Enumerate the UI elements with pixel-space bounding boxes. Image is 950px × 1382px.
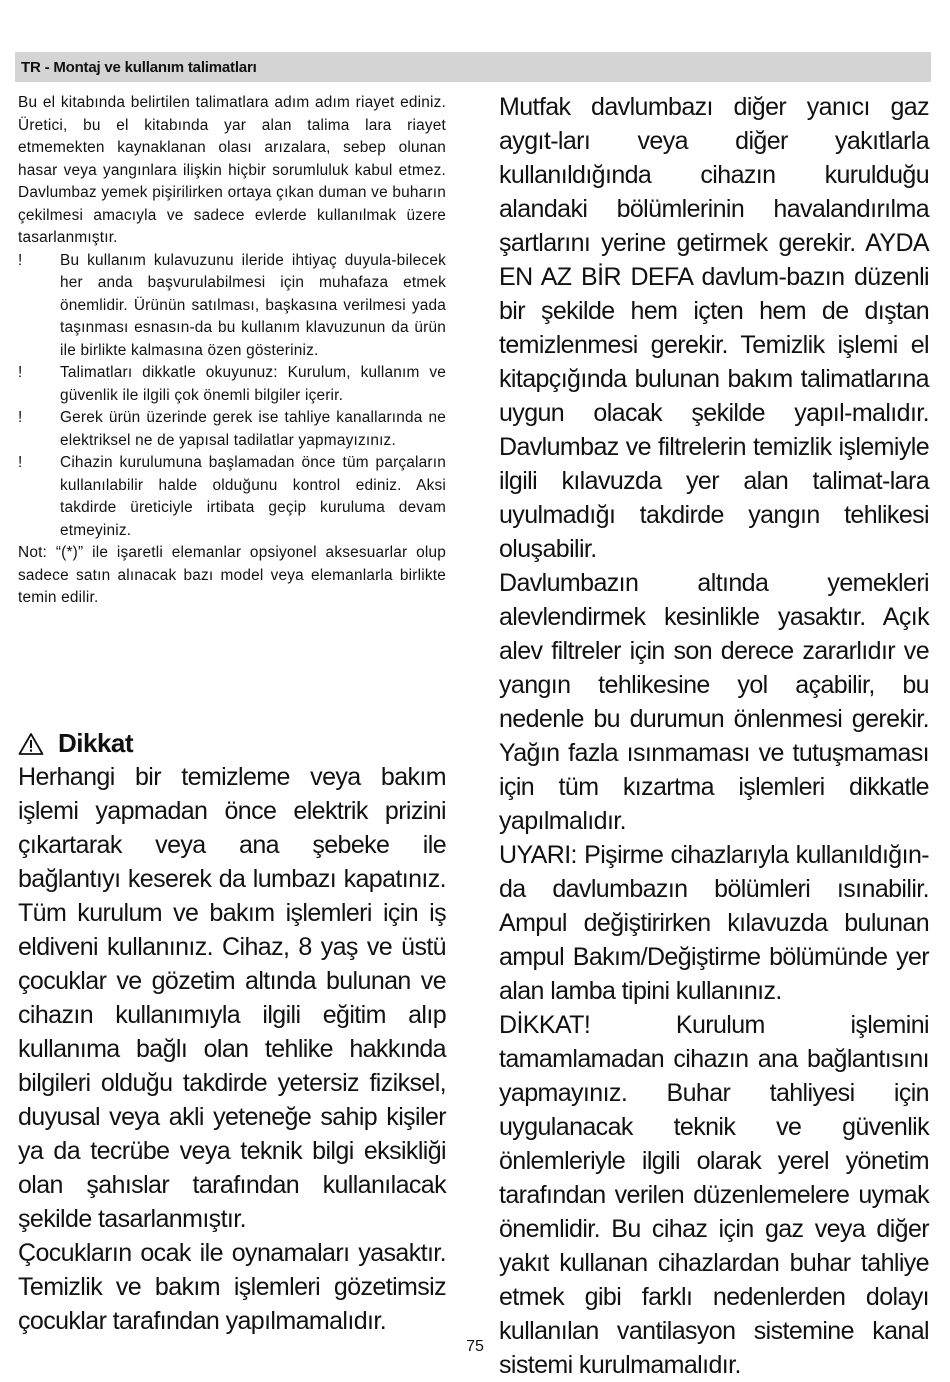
warning-body [18, 760, 446, 1338]
right-paragraph: Davlumbazın altında yemekleri alevlendirmek kesinlikle yasaktır. Açık alev filtreler için son derece zararlıdır ve yangın tehlikesine yol açabilir, bu nedenle bu durumun önlenmesi gerekir. Yağın fazla ısınmaması ve tutuşmaması için tüm kızartma işlemleri dikkatle yapılmalıdır. [499, 569, 929, 835]
page-number: 75 [466, 1338, 484, 1355]
warning-heading [18, 728, 133, 759]
left-column [18, 92, 446, 610]
warning-paragraph: Herhangi bir temizleme veya bakım işlemi yapmadan önce elektrik prizini çıkartarak veya ana şebeke ile bağlantıyı keserek da lumbazı kapatınız. Tüm kurulum ve bakım işlemleri için iş eldiveni kullanınız. Cihaz, 8 yaş ve üstü çocuklar ve gözetim altında bulunan ve cihazın kullanımıyla ilgili eğitim alıp kullanıma bağlı olan tehlike hakkında bilgileri olduğu takdirde yetersiz fiziksel, duyusal veya akli yeteneğe sahip kişiler ya da tecrübe veya teknik bilgi eksikliği olan şahıslar tarafından kullanılacak şekilde tasarlanmıştır. [18, 763, 446, 1233]
warning-title: Dikkat [58, 728, 134, 758]
right-paragraph: Mutfak davlumbazı diğer yanıcı gaz aygıt-ları veya diğer yakıtlarla kullanıldığında cihazın kurulduğu alandaki bölümlerinin havalandırılma şartlarını yerine getirmek gerekir. AYDA EN AZ BİR DEFA davlum-bazın düzenli bir şekilde hem içten hem de dıştan temizlenmesi gerekir. Temizlik işlemi el kitapçığında bulunan bakım talimatlarına uygun olacak şekilde yapıl-malıdır. Davlumbaz ve filtrelerin temizlik işlemiyle ilgili kılavuzda yer alan talimat-lara uyulmadığı takdirde yangın tehlikesi oluşabilir. [499, 93, 929, 563]
note-item [18, 452, 446, 542]
note-text: Cihazin kurulumuna başlamadan önce tüm parçaların kullanılabilir halde olduğunu kontrol ediniz. Aksi takdirde üreticiyle irtibata geçip kuruluma devam etmeyiniz. [60, 454, 446, 539]
section-title: TR - Montaj ve kullanım talimatları [21, 59, 257, 76]
note-item [18, 407, 446, 452]
exclamation-mark: ! [18, 409, 23, 426]
note-item [18, 362, 446, 407]
intro-paragraph: Bu el kitabında belirtilen talimatlara adım adım riayet ediniz. Üretici, bu el kitabında yar alan talima lara riayet etmemekten kaynaklanan olası arızalara, sebep olunan hasar veya yangınlara ilişkin hiçbir sorumluluk kabul etmez. Davlumbaz yemek pişirilirken ortaya çıkan duman ve buharın çekilmesi amacıyla ve sadece evlerde kullanılmak üzere tasarlanmıştır. [18, 94, 446, 246]
right-paragraph: UYARI: Pişirme cihazlarıyla kullanıldığın-da davlumbazın bölümleri ısınabilir. Ampul değiştirirken kılavuzda bulunan ampul Bakım/Değiştirme bölümünde yer alan lamba tipini kullanınız. [499, 841, 929, 1005]
note-item [18, 250, 446, 363]
note-text: Gerek ürün üzerinde gerek ise tahliye kanallarında ne elektriksel ne de yapısal tadilatlar yapmayızınız. [60, 409, 446, 449]
exclamation-mark: ! [18, 364, 23, 381]
right-paragraph: DİKKAT! Kurulum işlemini tamamlamadan cihazın ana bağlantısını yapmayınız. Buhar tahliyesi için uygulanacak teknik ve güvenlik önlemleriyle ilgili olarak yerel yönetim tarafından verilen düzenlemelere uymak önemlidir. Bu cihaz için gaz veya diğer yakıt kullanan cihazlardan buhar tahliye etmek gibi farklı nedenlerden dolayı kullanılan vantilasyon sistemine kanal sistemi kurulmamalıdır. [499, 1011, 929, 1379]
warning-paragraph: Çocukların ocak ile oynamaları yasaktır. Temizlik ve bakım işlemleri gözetimsiz çocuklar tarafından yapılmamalıdır. [18, 1239, 446, 1335]
exclamation-mark: ! [18, 251, 23, 269]
right-column [499, 90, 929, 1382]
footnote: Not: “(*)” ile işaretli elemanlar opsiyonel aksesuarlar olup sadece satın alınacak bazı model veya elemanlarla birlikte temin edilir. [18, 544, 446, 606]
exclamation-mark: ! [18, 454, 23, 471]
note-text: Bu kullanım kulavuzunu ileride ihtiyaç duyula-bilecek her anda başvurulabilmesi için muhafaza etmek önemlidir. Ürünün satılması, başkasına verilmesi yada taşınması esnasın-da bu kullanım klavuzunun da ürün ile birlikte kalmasına özen gösteriniz. [60, 251, 446, 359]
warning-triangle-icon [18, 732, 44, 756]
section-header-bar [15, 52, 931, 82]
note-text: Talimatları dikkatle okuyunuz: Kurulum, kullanım ve güvenlik ile ilgili çok önemli bilgiler içerir. [60, 364, 446, 404]
intro-block [18, 92, 446, 250]
